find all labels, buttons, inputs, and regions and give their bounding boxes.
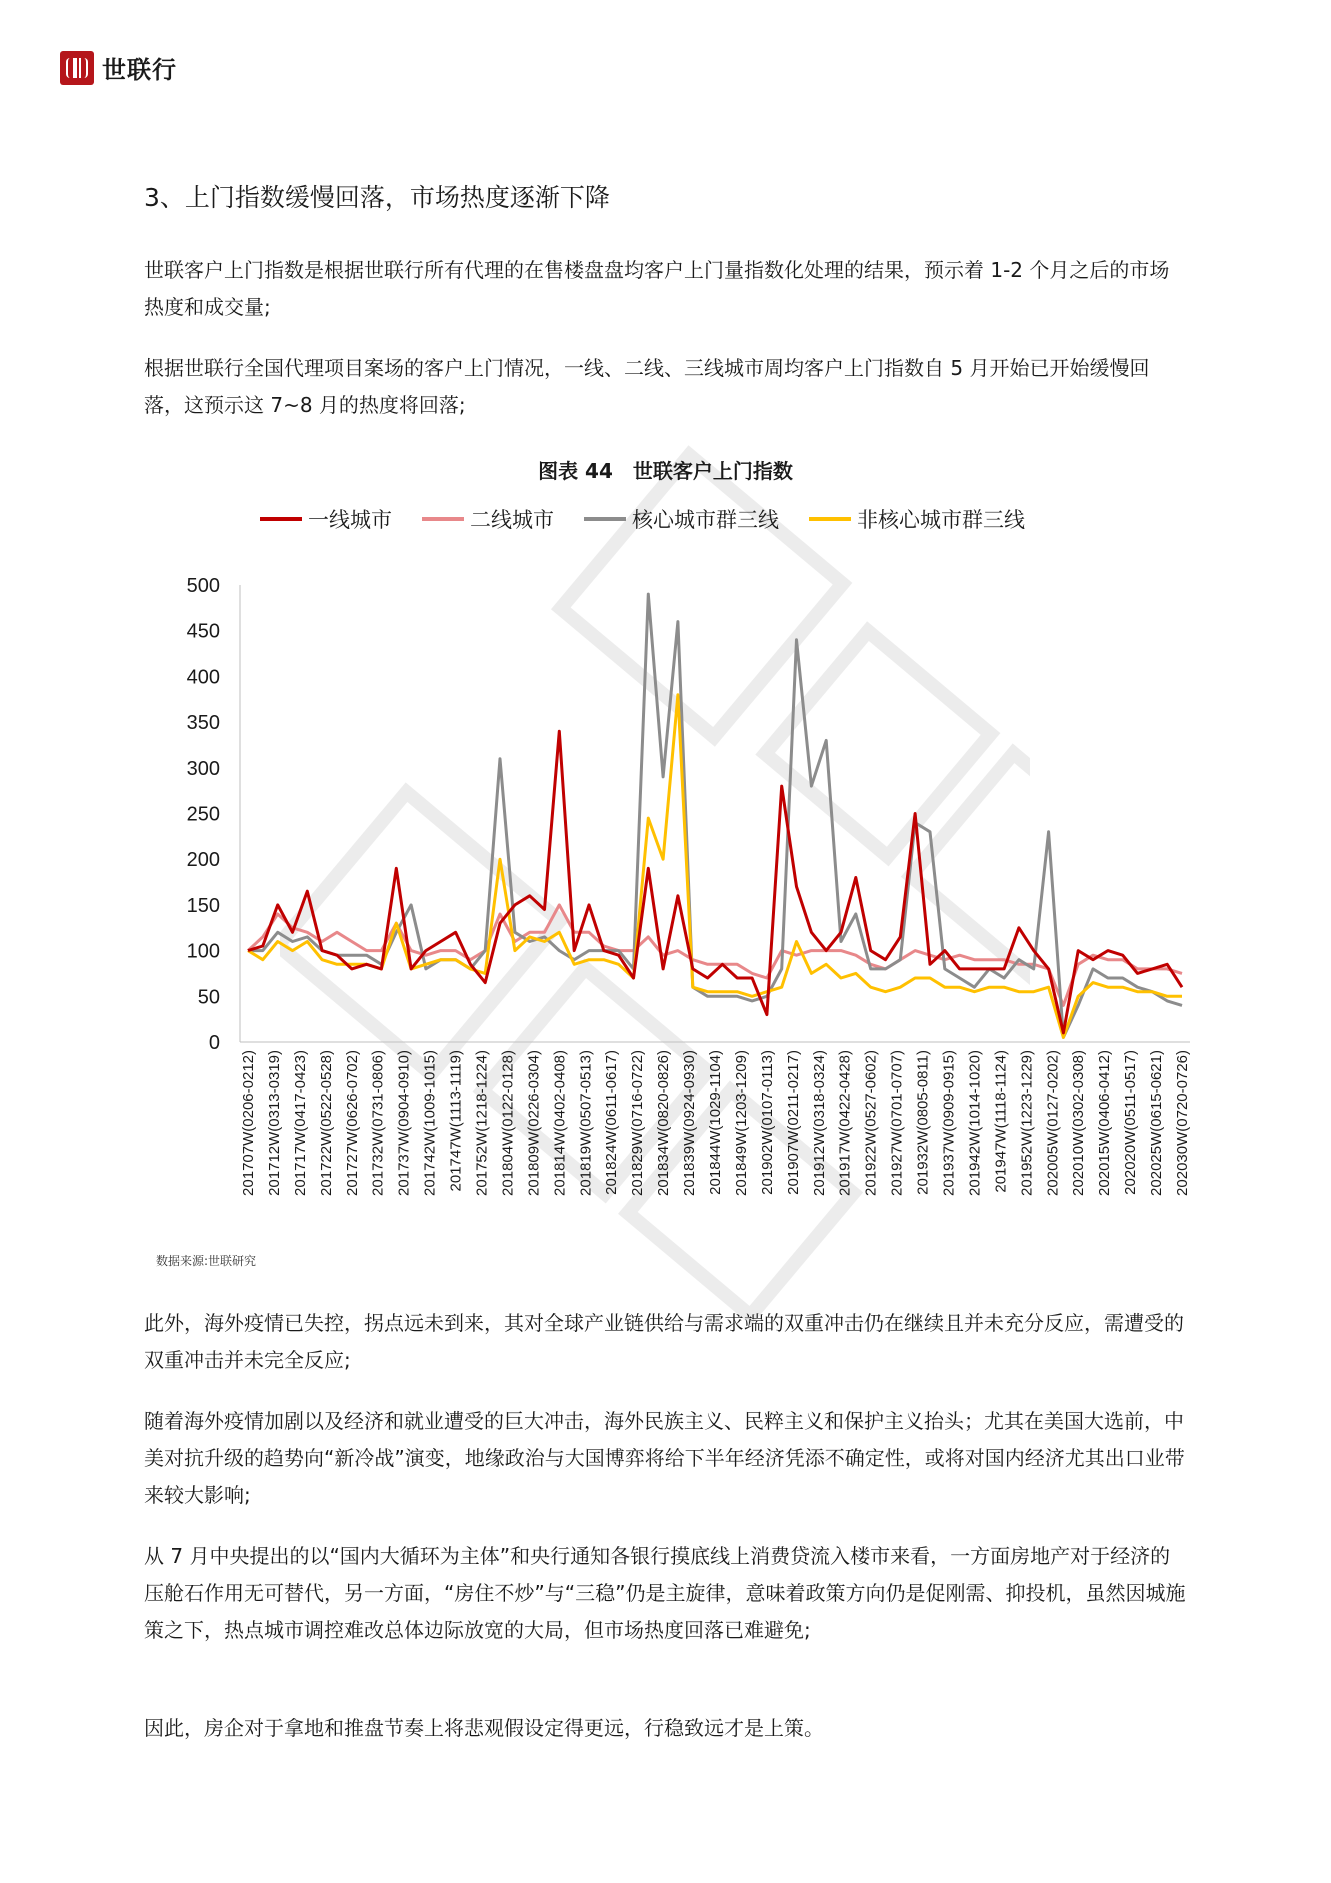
y-tick-label: 400 [186, 666, 220, 689]
legend-item-tier1 [260, 504, 392, 534]
y-tick-label: 100 [186, 940, 220, 963]
brand-mark-icon [60, 51, 94, 85]
legend-item-noncore-tier3 [809, 504, 1025, 534]
x-tick-label: 201907W(0211-0217) [784, 1050, 802, 1195]
x-tick-label: 201912W(0318-0324) [810, 1050, 828, 1196]
x-tick-label: 201932W(0805-0811) [914, 1050, 932, 1195]
paragraph-method: 根据世联行全国代理项目案场的客户上门情况，一线、二线、三线城市周均客户上门指数自 5 月开始已开始缓慢回落，这预示这 7~8 月的热度将回落; [144, 356, 1150, 417]
paragraph-intro: 世联客户上门指数是根据世联行所有代理的在售楼盘盘均客户上门量指数化处理的结果，预示着 1-2 个月之后的市场热度和成交量; [144, 258, 1170, 319]
x-tick-label: 201834W(0820-0826) [655, 1050, 673, 1196]
x-tick-label: 201844W(1029-1104) [707, 1050, 724, 1195]
legend-item-core-tier3 [584, 504, 779, 534]
x-tick-label: 201732W(0731-0806) [369, 1050, 387, 1196]
legend-label-tier1: 一线城市 [308, 508, 392, 532]
x-tick-label: 201937W(0909-0915) [940, 1050, 958, 1196]
section-title: 3、上门指数缓慢回落，市场热度逐渐下降 [144, 183, 610, 212]
x-tick-label: 201917W(0422-0428) [836, 1050, 854, 1196]
legend-swatch-tier2 [422, 517, 464, 521]
line-chart [150, 560, 1200, 1250]
x-tick-label: 201824W(0611-0617) [603, 1050, 621, 1195]
x-tick-label: 201742W(1009-1015) [421, 1050, 439, 1196]
x-tick-label: 201942W(1014-1020) [966, 1050, 984, 1196]
x-tick-label: 201747W(1113-1119) [447, 1050, 465, 1192]
legend-swatch-tier1 [260, 517, 302, 521]
legend-label-tier2: 二线城市 [470, 508, 554, 532]
legend-label-core-tier3: 核心城市群三线 [632, 508, 779, 532]
y-tick-label: 500 [186, 575, 220, 597]
paragraph-conclusion: 因此，房企对于拿地和推盘节奏上将悲观假设定得更远，行稳致远才是上策。 [144, 1716, 824, 1740]
y-tick-label: 50 [197, 986, 220, 1009]
y-tick-label: 150 [186, 894, 220, 917]
x-tick-label: 201902W(0107-0113) [758, 1050, 776, 1195]
y-tick-label: 250 [186, 803, 220, 826]
x-tick-label: 201809W(0226-0304) [525, 1050, 543, 1196]
brand-logo [60, 50, 177, 85]
x-tick-label: 201814W(0402-0408) [551, 1050, 569, 1196]
x-tick-label: 201819W(0507-0513) [577, 1050, 595, 1196]
x-tick-label: 201947W(1118-1124) [992, 1050, 1010, 1193]
x-tick-label: 201952W(1223-1229) [1018, 1050, 1036, 1196]
y-tick-label: 200 [186, 849, 220, 872]
series-line-3 [248, 695, 1182, 1038]
x-tick-label: 201804W(0122-0128) [499, 1050, 517, 1196]
x-tick-label: 202010W(0302-0308) [1070, 1050, 1088, 1196]
x-tick-label: 202015W(0406-0412) [1096, 1050, 1114, 1196]
x-tick-label: 202020W(0511-0517) [1122, 1050, 1140, 1195]
x-tick-label: 201829W(0716-0722) [629, 1050, 647, 1196]
brand-name: 世联行 [102, 56, 177, 84]
legend-label-noncore-tier3: 非核心城市群三线 [857, 508, 1025, 532]
x-tick-label: 201927W(0701-0707) [888, 1050, 906, 1196]
paragraph-policy: 从 7 月中央提出的以“国内大循环为主体”和央行通知各银行摸底线上消费贷流入楼市来看，一方面房地产对于经济的压舱石作用无可替代，另一方面，“房住不炒”与“三稳”仍是主旋律，意味着政策方向仍是促刚需、抑投机，虽然因城施策之下，热点城市调控难改总体边际放宽的大局，但市场热度回落已难避免; [144, 1544, 1186, 1642]
y-tick-label: 450 [186, 620, 220, 643]
x-tick-label: 202005W(0127-0202) [1044, 1050, 1062, 1196]
x-tick-label: 201727W(0626-0702) [343, 1050, 361, 1196]
data-source: 数据来源:世联研究 [156, 1254, 257, 1268]
x-tick-label: 201712W(0313-0319) [265, 1050, 283, 1196]
x-tick-label: 201849W(1203-1209) [732, 1050, 750, 1196]
x-tick-label: 201922W(0527-0602) [862, 1050, 880, 1196]
x-tick-label: 201839W(0924-0930) [681, 1050, 699, 1196]
chart-title: 图表 44 世联客户上门指数 [538, 459, 793, 483]
x-tick-label: 202030W(0720-0726) [1174, 1050, 1191, 1196]
legend-swatch-noncore-tier3 [809, 517, 851, 521]
chart-legend [260, 504, 1055, 534]
x-tick-label: 201737W(0904-0910) [395, 1050, 413, 1196]
x-tick-label: 202025W(0615-0621) [1148, 1050, 1166, 1196]
paragraph-overseas: 此外，海外疫情已失控，拐点远未到来，其对全球产业链供给与需求端的双重冲击仍在继续且并未充分反应，需遭受的双重冲击并未完全反应; [144, 1311, 1184, 1372]
y-tick-label: 350 [186, 712, 220, 735]
x-tick-label: 201707W(0206-0212) [240, 1050, 257, 1196]
paragraph-geopolitics: 随着海外疫情加剧以及经济和就业遭受的巨大冲击，海外民族主义、民粹主义和保护主义抬头；尤其在美国大选前，中美对抗升级的趋势向“新冷战”演变，地缘政治与大国博弈将给下半年经济凭添不确定性，或将对国内经济尤其出口业带来较大影响; [144, 1409, 1185, 1507]
y-tick-label: 0 [208, 1032, 220, 1054]
legend-swatch-core-tier3 [584, 517, 626, 521]
x-tick-label: 201752W(1218-1224) [473, 1050, 491, 1196]
x-tick-label: 201722W(0522-0528) [317, 1050, 335, 1196]
legend-item-tier2 [422, 504, 554, 534]
x-tick-label: 201717W(0417-0423) [291, 1050, 309, 1196]
y-tick-label: 300 [186, 757, 220, 780]
